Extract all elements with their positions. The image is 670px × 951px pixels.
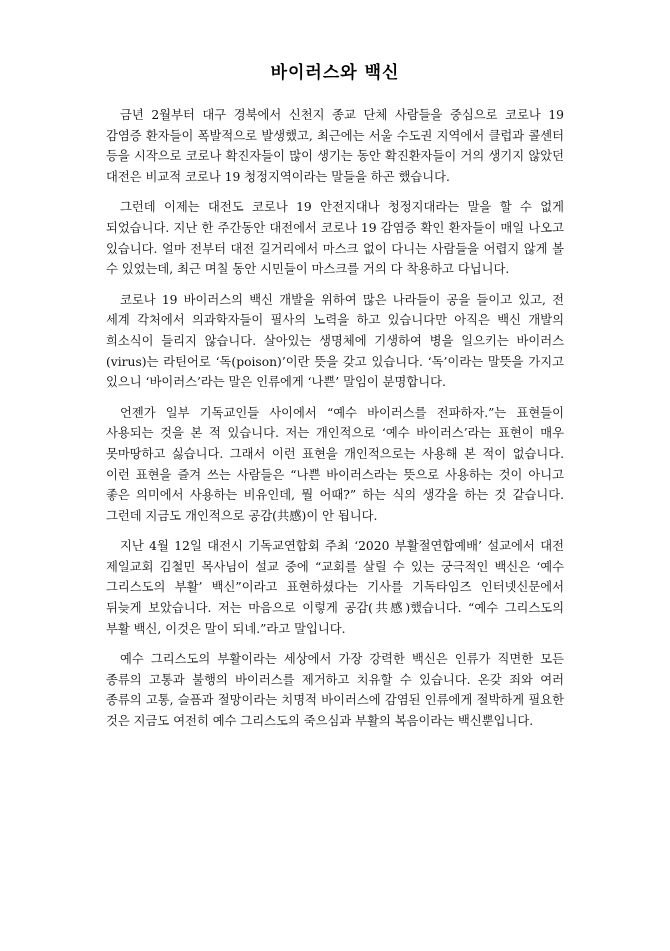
paragraph-6: 예수 그리스도의 부활이라는 세상에서 가장 강력한 백신은 인류가 직면한 모든 종류의 고통과 불행의 바이러스를 제거하고 치유할 수 있습니다. 온갖 죄와 여러 종류의 고통, 슬픔과 절망이라는 치명적 바이러스에 감염된 인류에게 절박하게 필요한 것은 지금도 여전히 예수 그리스도의 죽으심과 부활의 복음이라는 백신뿐입니다. [106, 652, 564, 729]
document-title: 바이러스와 백신 [270, 63, 400, 83]
paragraph-3: 코로나 19 바이러스의 백신 개발을 위하여 많은 나라들이 공을 들이고 있고, 전 세계 각처에서 의과학자들이 필사의 노력을 하고 있습니다만 아직은 백신 개발의 희소식이 들리지 않습니다. 살아있는 생명체에 기생하여 병을 일으키는 바이러스(virus)는 라틴어로 ‘독(poison)’이란 뜻을 갖고 있습니다. ‘독’이라는 말뜻을 가지고 있으니 ‘바이러스’라는 말은 인류에게 ‘나쁜’ 말임이 분명합니다. [106, 292, 564, 390]
paragraph-5: 지난 4월 12일 대전시 기독교연합회 주최 ‘2020 부활절연합예배’ 설교에서 대전 제일교회 김철민 목사님이 설교 중에 “교회를 살릴 수 있는 궁극적인 백신은 ‘예수 그리스도의 부활’ 백신”이라고 표현하셨다는 기사를 기독타임즈 인터넷신문에서 뒤늦게 보았습니다. 저는 마음으로 이렇게 공감(共感)했습니다. “예수 그리스도의 부활 백신, 이것은 말이 되네.”라고 말입니다. [106, 539, 564, 636]
paragraph-4: 언젠가 일부 기독교인들 사이에서 “예수 바이러스를 전파하자.”는 표현들이 사용되는 것을 본 적 있습니다. 저는 개인적으로 ‘예수 바이러스’라는 표현이 매우 못마땅하고 싫습니다. 그래서 이런 표현을 개인적으로는 사용해 본 적이 없습니다. 이런 표현을 즐겨 쓰는 사람들은 “나쁜 바이러스라는 뜻으로 사용하는 것이 아니고 좋은 의미에서 사용하는 비유인데, 뭘 어때?” 하는 식의 생각을 하는 것 같습니다. 그런데 지금도 개인적으로 공감(共感)이 안 됩니다. [106, 405, 564, 523]
paragraph-1: 금년 2월부터 대구 경북에서 신천지 종교 단체 사람들을 중심으로 코로나 19 감염증 환자들이 폭발적으로 발생했고, 최근에는 서울 수도권 지역에서 클럽과 콜센터 등을 시작으로 코로나 확진자들이 많이 생기는 동안 확진환자들이 거의 생기지 않았던 대전은 비교적 코로나 19 청정지역이라는 말들을 하곤 했습니다. [106, 108, 564, 184]
paragraph-2: 그런데 이제는 대전도 코로나 19 안전지대나 청정지대라는 말을 할 수 없게 되었습니다. 지난 한 주간동안 대전에서 코로나 19 감염증 확인 환자들이 매일 나오고 있습니다. 얼마 전부터 대전 길거리에서 마스크 없이 다니는 사람들을 어렵지 않게 볼 수 있었는데, 최근 며칠 동안 시민들이 마스크를 거의 다 착용하고 다닙니다. [106, 200, 564, 277]
